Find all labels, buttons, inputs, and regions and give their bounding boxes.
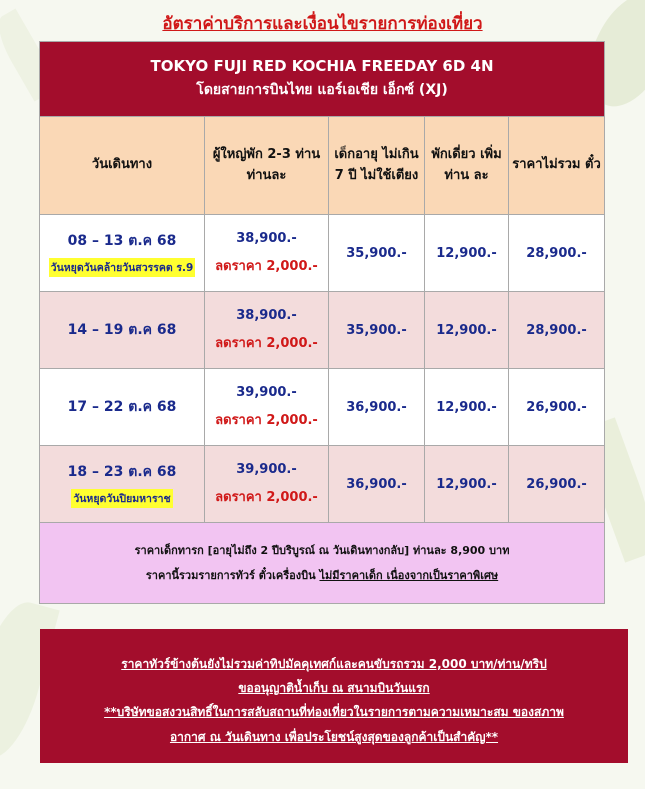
infant-note: ราคาเด็กทารก [อายุไม่ถึง 2 ปีบริบูรณ์ ณ วันเดินทางกลับ] ท่านละ 8,900 บาท <box>134 543 510 557</box>
column-header-row <box>40 117 605 215</box>
footer-notice <box>40 629 628 763</box>
package-note <box>40 563 604 588</box>
table-row <box>40 292 605 369</box>
date-cell <box>40 215 205 292</box>
table-row <box>40 215 605 292</box>
child-price: 36,900.- <box>329 446 425 523</box>
tour-title-row <box>40 42 605 117</box>
adult-price-cell <box>205 369 329 446</box>
single-supplement: 12,900.- <box>425 215 509 292</box>
footer-line: **บริษัทขอสงวนสิทธิ์ในการสลับสถานที่ท่องเที่ยวในรายการตามความเหมาะสม ของสภาพ <box>104 705 564 720</box>
footer-line: อากาศ ณ วันเดินทาง เพื่อประโยชน์สูงสุดของลูกค้าเป็นสำคัญ** <box>169 729 499 744</box>
package-note-text: ราคานี้รวมรายการทัวร์ ตั๋วเครื่องบิน <box>145 569 316 582</box>
footer-line: ราคาทัวร์ข้างต้นยังไม่รวมค่าทิปมัคคุเทศก์และคนขับรถรวม 2,000 บาท/ท่าน/ทริป <box>121 657 547 671</box>
adult-price: 38,900.- <box>236 230 297 246</box>
travel-date: 14 – 19 ต.ค 68 <box>67 322 177 338</box>
notes-cell <box>40 523 605 604</box>
discount-label: ลดราคา 2,000.- <box>215 489 318 505</box>
table-row <box>40 369 605 446</box>
airline-name: โดยสายการบินไทย แอร์เอเชีย เอ็กซ์ (XJ) <box>196 82 448 98</box>
date-cell <box>40 292 205 369</box>
single-supplement: 12,900.- <box>425 292 509 369</box>
adult-price: 38,900.- <box>236 307 297 323</box>
child-price: 35,900.- <box>329 215 425 292</box>
notes-row <box>40 523 605 604</box>
holiday-badge: วันหยุดวันคล้ายวันสวรรคต ร.9 <box>49 258 196 277</box>
travel-date: 18 – 23 ต.ค 68 <box>67 463 177 480</box>
date-cell <box>40 369 205 446</box>
tour-title-cell <box>40 42 605 117</box>
adult-price-cell <box>205 292 329 369</box>
adult-price-cell <box>205 446 329 523</box>
no-ticket-price: 26,900.- <box>509 446 605 523</box>
adult-price: 39,900.- <box>236 384 297 400</box>
no-ticket-price: 28,900.- <box>509 215 605 292</box>
travel-date: 08 – 13 ต.ค 68 <box>67 232 177 249</box>
col-header-noticket: ราคาไม่รวม ตั๋ว <box>509 117 605 215</box>
adult-price-cell <box>205 215 329 292</box>
package-note-underlined: ไม่มีราคาเด็ก เนื่องจากเป็นราคาพิเศษ <box>319 569 499 582</box>
no-ticket-price: 28,900.- <box>509 292 605 369</box>
footer-line: ขออนุญาติน้ำเก็บ ณ สนามบินวันแรก <box>238 681 430 696</box>
no-ticket-price: 26,900.- <box>509 369 605 446</box>
tour-name: TOKYO FUJI RED KOCHIA FREEDAY 6D 4N <box>150 57 494 75</box>
adult-price: 39,900.- <box>236 461 297 477</box>
col-header-child: เด็กอายุ ไม่เกิน 7 ปี ไม่ใช้เตียง <box>329 117 425 215</box>
holiday-badge: วันหยุดวันปิยมหาราช <box>71 489 172 508</box>
col-header-date: วันเดินทาง <box>40 117 205 215</box>
table-row <box>40 446 605 523</box>
travel-date: 17 – 22 ต.ค 68 <box>67 399 177 415</box>
col-header-single: พักเดี่ยว เพิ่มท่าน ละ <box>425 117 509 215</box>
child-price: 35,900.- <box>329 292 425 369</box>
discount-label: ลดราคา 2,000.- <box>215 412 318 428</box>
date-cell <box>40 446 205 523</box>
single-supplement: 12,900.- <box>425 446 509 523</box>
page-heading: อัตราค่าบริการและเงื่อนไขรายการท่องเที่ยว <box>162 14 483 34</box>
price-table <box>39 41 605 604</box>
discount-label: ลดราคา 2,000.- <box>215 335 318 351</box>
single-supplement: 12,900.- <box>425 369 509 446</box>
child-price: 36,900.- <box>329 369 425 446</box>
col-header-adult: ผู้ใหญ่พัก 2-3 ท่าน ท่านละ <box>205 117 329 215</box>
discount-label: ลดราคา 2,000.- <box>215 258 318 274</box>
